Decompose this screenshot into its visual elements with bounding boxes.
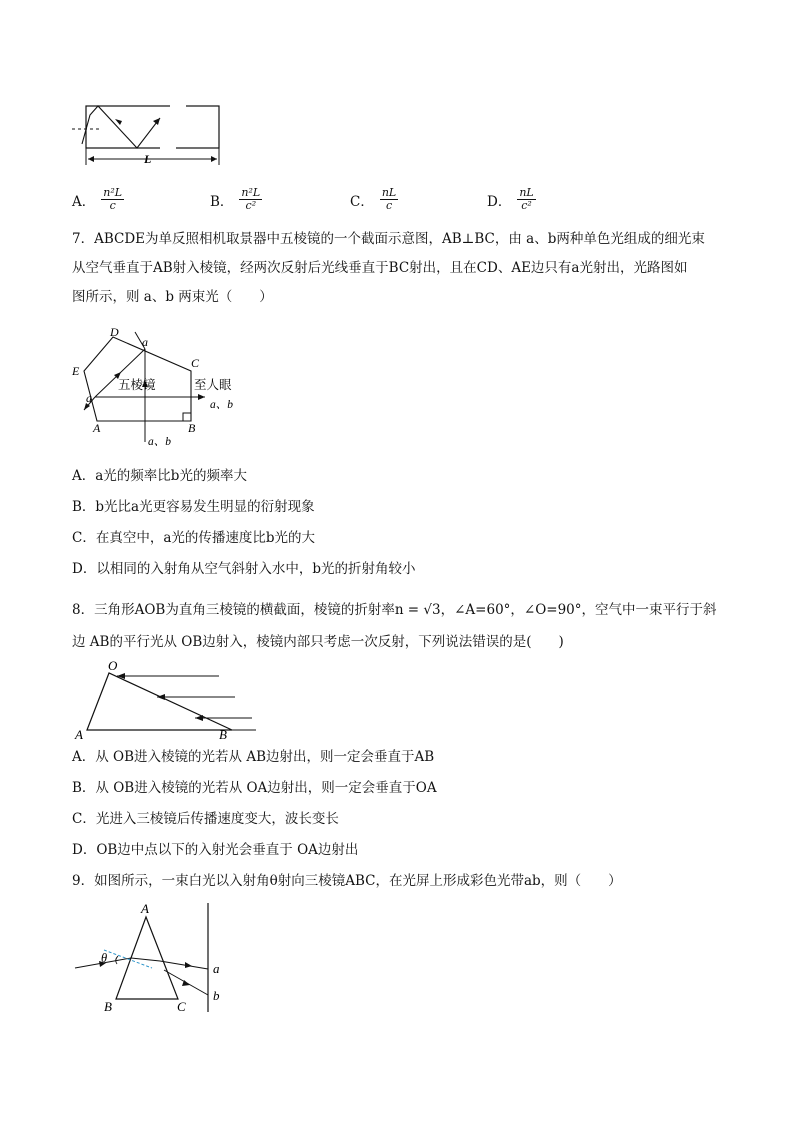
fig6-L-label: L [144, 152, 152, 166]
svg-text:a: a [213, 961, 220, 976]
q6-option-a[interactable]: A． $\frac{\text{n²L}}{c}$ [72, 186, 123, 212]
svg-text:五棱镜: 五棱镜 [118, 378, 156, 392]
svg-text:a: a [86, 391, 92, 405]
q9-stem: 9．如图所示，一束白光以入射角θ射向三棱镜ABC，在光屏上形成彩色光带ab，则（ ） [72, 873, 622, 889]
svg-text:C: C [191, 356, 200, 370]
q8-option-b[interactable]: B．从 OB进入棱镜的光若从 OA边射出，则一定会垂直于OA [72, 780, 437, 796]
svg-text:E: E [72, 364, 80, 378]
svg-text:a、b: a、b [148, 436, 171, 448]
q8-option-a[interactable]: A．从 OB进入棱镜的光若从 AB边射出，则一定会垂直于AB [72, 749, 435, 765]
q6-option-d[interactable]: D． $\frac{nL}{\text{c²}}$ [487, 186, 534, 212]
svg-text:b: b [213, 988, 220, 1003]
q8-stem-line-2: 边 AB的平行光从 OB边射入，棱镜内部只考虑一次反射，下列说法错误的是( ) [72, 634, 564, 650]
svg-text:D: D [110, 325, 119, 339]
svg-text:a、b: a、b [210, 399, 233, 411]
svg-text:B: B [188, 421, 196, 435]
q7-option-d[interactable]: D．以相同的入射角从空气斜射入水中，b光的折射角较小 [72, 561, 416, 577]
q7-stem-line-2: 从空气垂直于AB射入棱镜，经两次反射后光线垂直于BC射出，且在CD、AE边只有a光射出，光路图如 [72, 260, 688, 276]
svg-text:A: A [75, 727, 83, 742]
q7-option-b[interactable]: B．b光比a光更容易发生明显的衍射现象 [72, 499, 315, 515]
svg-text:B: B [104, 999, 112, 1014]
q6-option-b[interactable]: B． $\frac{\text{n²L}}{\text{c²}}$ [210, 186, 261, 212]
svg-text:至人眼: 至人眼 [194, 378, 232, 392]
svg-text:A: A [93, 421, 101, 435]
q6-option-c[interactable]: C． $\frac{nL}{c}$ [350, 186, 397, 212]
q8-option-d[interactable]: D．OB边中点以下的入射光会垂直于 OA边射出 [72, 842, 359, 858]
svg-text:a: a [142, 335, 148, 349]
q7-stem-line-3: 图所示，则 a、b 两束光（ ） [72, 289, 273, 305]
q8-stem-line-1: 8．三角形AOB为直角三棱镜的横截面，棱镜的折射率n = √3，∠A=60°，∠O=90°，空气中一束平行于斜 [72, 602, 717, 618]
q8-option-c[interactable]: C．光进入三棱镜后传播速度变大，波长变长 [72, 811, 339, 827]
svg-text:θ: θ [101, 951, 108, 965]
q7-option-a[interactable]: A．a光的频率比b光的频率大 [72, 468, 247, 484]
svg-text:B: B [219, 727, 227, 742]
svg-text:A: A [141, 901, 149, 916]
svg-text:C: C [177, 999, 186, 1014]
q7-option-c[interactable]: C．在真空中，a光的传播速度比b光的大 [72, 530, 316, 546]
q7-stem-line-1: 7．ABCDE为单反照相机取景器中五棱镜的一个截面示意图，AB⊥BC，由 a、b两种单色光组成的细光束 [72, 231, 705, 247]
svg-text:O: O [108, 658, 118, 673]
